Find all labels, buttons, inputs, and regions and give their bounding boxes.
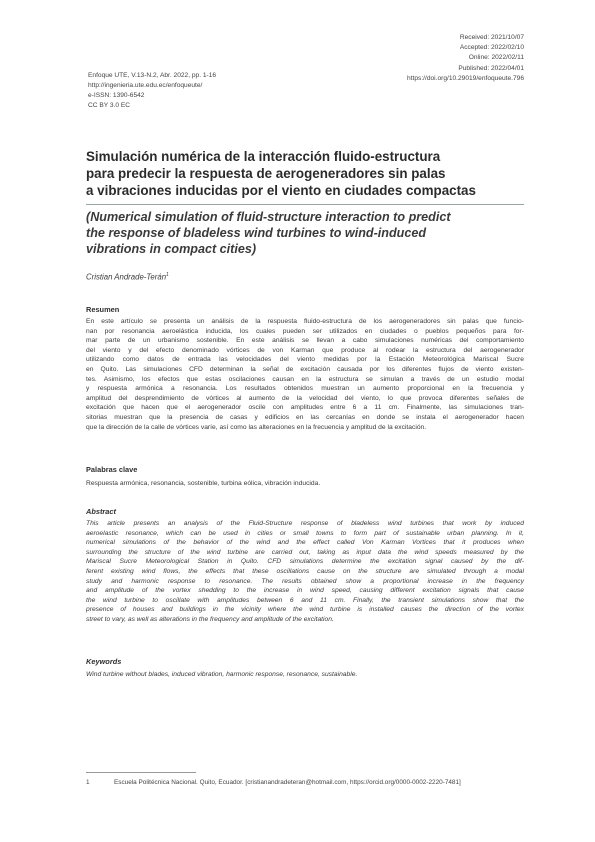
abstract-line: presence of houses and buildings in the vicinity where the wind turbine is installed causes the direction of the vortex [86,606,524,614]
resumen-line: amplitud del desprendimiento de vórtices al aumento de la velocidad del viento, lo que provoca diferentes señales de [86,394,524,402]
resumen-line: que la dirección de la calle de vórtices varíe, así como las alteraciones en la frecuencia y amplitud de la excitación. [86,423,427,431]
author-name: Cristian Andrade-Terán [86,272,167,282]
title-spanish [86,148,526,199]
abstract-line: ferent existing wind flows, the effects that these oscillations cause on the structure are simulated through a modal [86,567,524,575]
resumen-line: excitación que hacen que el aerogenerador oscile con amplitudes entre 6 a 11 cm. Finalmente, las simulaciones tran- [86,404,524,412]
abstract-line: the wind turbine to oscillate with amplitudes between 6 and 11 cm. Finally, the transient simulations show that the [86,596,524,604]
journal-license: CC BY 3.0 EC [88,102,131,109]
abstract-line: and amplitude of the vortex shedding to the increase in wind speed, causing different excitation signals that cause [86,587,524,595]
date-online: Online: 2022/02/11 [468,54,524,62]
abstract-body [86,519,524,625]
resumen-line: utilizando como datos de entrada las velocidades del viento medidas por la Estación Meteorológica Mariscal Sucre [86,356,524,364]
resumen-line: y respuesta armónica a resonancia. Los resultados obtenidos muestran un aumento proporcional en la frecuencia y [86,385,524,393]
keywords-line: Wind turbine without blades, induced vibration, harmonic response, resonance, sustainable. [86,671,358,678]
palabras-clave-text [86,479,524,489]
date-published: Published: 2022/04/01 [458,64,524,72]
keywords-heading: Keywords [86,657,122,666]
title-divider [86,204,524,205]
author [86,272,169,282]
title-english-line: vibrations in compact cities) [86,242,257,257]
resumen-line: en Quito. Las simulaciones CFD determinan la señal de excitación causada por los diferentes flujos de viento existen- [86,365,524,373]
resumen-body [86,317,524,432]
abstract-line: aeroelastic resonance, which can be used in cities or small towns to form part of sustainable urban planning. In it, [86,529,524,537]
title-english-line: the response of bladeless wind turbines to wind-induced [86,226,427,241]
resumen-line: nan por resonancia aeroelástica inducida, los cuales pueden ser utilizados en ciudades o pueblos pequeños para for- [86,327,524,335]
footnote-divider [86,772,196,773]
abstract-line: This article presents an analysis of the Fluid-Structure response of bladeless wind turbines that work by induced [86,520,524,527]
resumen-line: tes. Asimismo, los efectos que estas oscilaciones causan en la estructura se simulan a través de un estudio modal [86,375,524,383]
footnote-text: Escuela Politécnica Nacional. Quito, Ecuador. [cristianandradeteran@hotmail.com, https://orcid.org/0000-0002-2220-7481] [114,779,461,786]
palabras-clave-line: Respuesta armónica, resonancia, sostenible, turbina eólica, vibración inducida. [86,480,321,487]
resumen-line: sitorias muestran que la presencia de casas y edificios en las cercanías en donde se instala el aerogenerador hacen [86,413,524,421]
abstract-line: street to vary, as well as alterations in the frequency and amplitude of the excitation. [86,615,334,623]
title-spanish-line: a vibraciones inducidas por el viento en ciudades compactas [86,183,476,198]
palabras-clave-heading: Palabras clave [86,465,138,474]
resumen-heading: Resumen [86,305,120,314]
title-english [86,209,526,258]
title-spanish-line: Simulación numérica de la interacción fluido-estructura [86,149,441,164]
footnote-mark: 1 [86,779,90,786]
date-received: Received: 2021/10/07 [459,34,524,41]
article-dates [284,33,524,84]
title-spanish-line: para predecir la respuesta de aerogeneradores sin palas [86,166,446,181]
date-accepted: Accepted: 2022/02/10 [459,44,524,52]
abstract-line: Mariscal Sucre Meteorological Station in Quito. CFD simulations determine the excitation signal caused by the dif- [86,558,524,566]
resumen-line: En este artículo se presenta un análisis de la respuesta fluido-estructura de los aerogeneradores sin palas que funcio- [86,318,524,325]
footnote [86,779,526,786]
doi-link[interactable]: https://doi.org/10.29019/enfoqueute.796 [407,74,524,82]
abstract-line: surrounding the structure of the wind turbine are carried out, taking as input data the wind speeds measured by the [86,548,524,556]
journal-issn: e-ISSN: 1390-6542 [88,92,145,99]
resumen-line: mar parte de un urbanismo sostenible. En este análisis se llevan a cabo simulaciones numéricas del comportamiento [86,337,524,345]
journal-url[interactable]: http://ingenieria.ute.edu.ec/enfoqueute/ [88,82,203,89]
journal-citation: Enfoque UTE, V.13-N.2, Abr. 2022, pp. 1-16 [88,72,217,79]
resumen-line: del viento y del efecto denominado vórtices de von Karman que produce al rodear la estructura del aerogenerador [86,346,524,354]
abstract-line: study and harmonic response to resonance. The results obtained show a proportional increase in the frequency [86,577,524,585]
abstract-line: numerical simulations of the behavior of the wind and the effect called Von Karman Vortices that it produces when [86,539,524,547]
title-english-line: (Numerical simulation of fluid-structure interaction to predict [86,210,451,224]
abstract-heading: Abstract [86,507,116,516]
author-footnote-mark: 1 [166,272,169,278]
keywords-text [86,670,524,680]
